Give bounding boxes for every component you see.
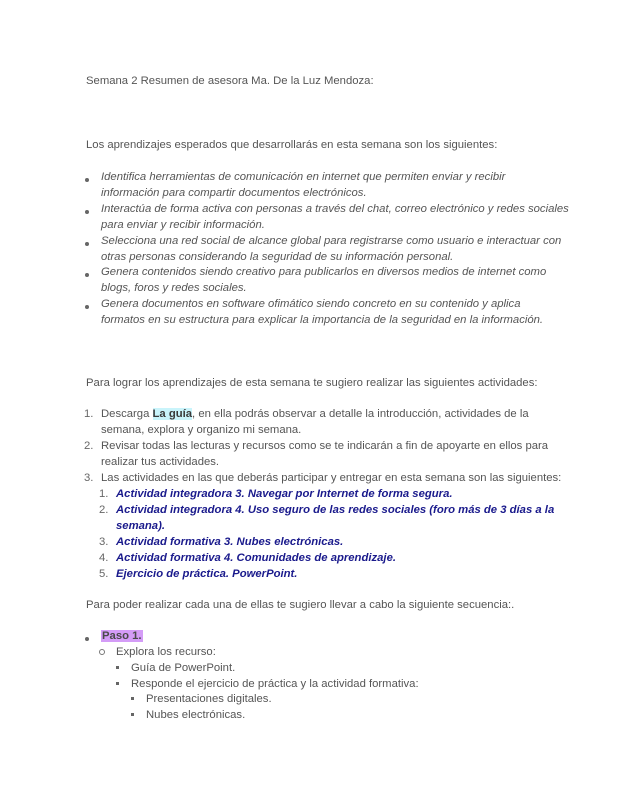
step-1-label: Paso 1. [102,630,142,642]
text: , en ella podrás observar a detalle la introducción, actividades de la [192,408,529,420]
list-item-text: Presentaciones digitales. [146,693,272,705]
text: Descarga [101,408,153,420]
list-item-text: Genera contenidos siendo creativo para publicarlos en diversos medios de internet como [101,266,547,278]
square-bullet-icon [131,697,134,700]
activities-intro: Para lograr los aprendizajes de esta semana te sugiero realizar las siguientes actividades: [86,377,538,389]
list-item-text: Explora los recurso: [116,646,216,658]
list-item-text: Genera documentos en software ofimático siendo concreto en su contenido y aplica [101,298,521,310]
list-item-text: Identifica herramientas de comunicación en internet que permiten enviar y recibir [101,171,506,183]
list-number: 3. [84,472,94,484]
task-text: Actividad integradora 3. Navegar por Internet de forma segura. [116,488,453,500]
list-item-text: semana, explora y organizo mi semana. [101,424,302,436]
square-bullet-icon [116,666,119,669]
list-number: 1. [84,408,94,420]
list-item-text: formatos en su estructura para explicar la importancia de la seguridad en la información. [101,314,544,326]
bullet-icon [85,273,89,277]
guide-link[interactable]: La guía [152,408,193,420]
task-text: Ejercicio de práctica. PowerPoint. [116,568,298,580]
bullet-icon [85,637,89,641]
list-number: 5. [99,568,109,580]
list-item-text: Interactúa de forma activa con personas a través del chat, correo electrónico y redes sociales [101,203,569,215]
list-item-text: otras personas considerando la seguridad de su información personal. [101,251,454,263]
list-item-text: Selecciona una red social de alcance global para registrarse como usuario e interactuar con [101,235,562,247]
document-title: Semana 2 Resumen de asesora Ma. De la Luz Mendoza: [86,75,374,87]
list-item-text: Las actividades en las que deberás participar y entregar en esta semana son las siguientes: [101,472,562,484]
bullet-icon [85,210,89,214]
task-text: Actividad formativa 3. Nubes electrónicas. [116,536,344,548]
task-text: Actividad formativa 4. Comunidades de aprendizaje. [116,552,396,564]
list-number: 2. [84,440,94,452]
list-item-text: Nubes electrónicas. [146,709,246,721]
bullet-icon [85,242,89,246]
list-item-text: Revisar todas las lecturas y recursos como se te indicarán a fin de apoyarte en ellos para [101,440,549,452]
list-item-text: Guía de PowerPoint. [131,662,236,674]
list-item-text: Responde el ejercicio de práctica y la actividad formativa: [131,678,419,690]
list-item-text [101,628,143,644]
list-item-text [101,406,529,422]
bullet-icon [85,305,89,309]
task-text: semana). [116,520,165,532]
square-bullet-icon [131,713,134,716]
square-bullet-icon [116,682,119,685]
list-item-text: para enviar y recibir información. [101,219,265,231]
task-text: Actividad integradora 4. Uso seguro de las redes sociales (foro más de 3 días a la [116,504,555,516]
list-item-text: información para compartir documentos electrónicos. [101,187,367,199]
list-number: 4. [99,552,109,564]
list-number: 3. [99,536,109,548]
learning-intro: Los aprendizajes esperados que desarrollarás en esta semana son los siguientes: [86,139,498,151]
sequence-intro: Para poder realizar cada una de ellas te sugiero llevar a cabo la siguiente secuencia:. [86,599,515,611]
list-item-text: realizar tus actividades. [101,456,220,468]
bullet-icon [85,178,89,182]
list-item-text: blogs, foros y redes sociales. [101,282,247,294]
list-number: 1. [99,488,109,500]
list-number: 2. [99,504,109,516]
circle-bullet-icon [99,649,105,655]
